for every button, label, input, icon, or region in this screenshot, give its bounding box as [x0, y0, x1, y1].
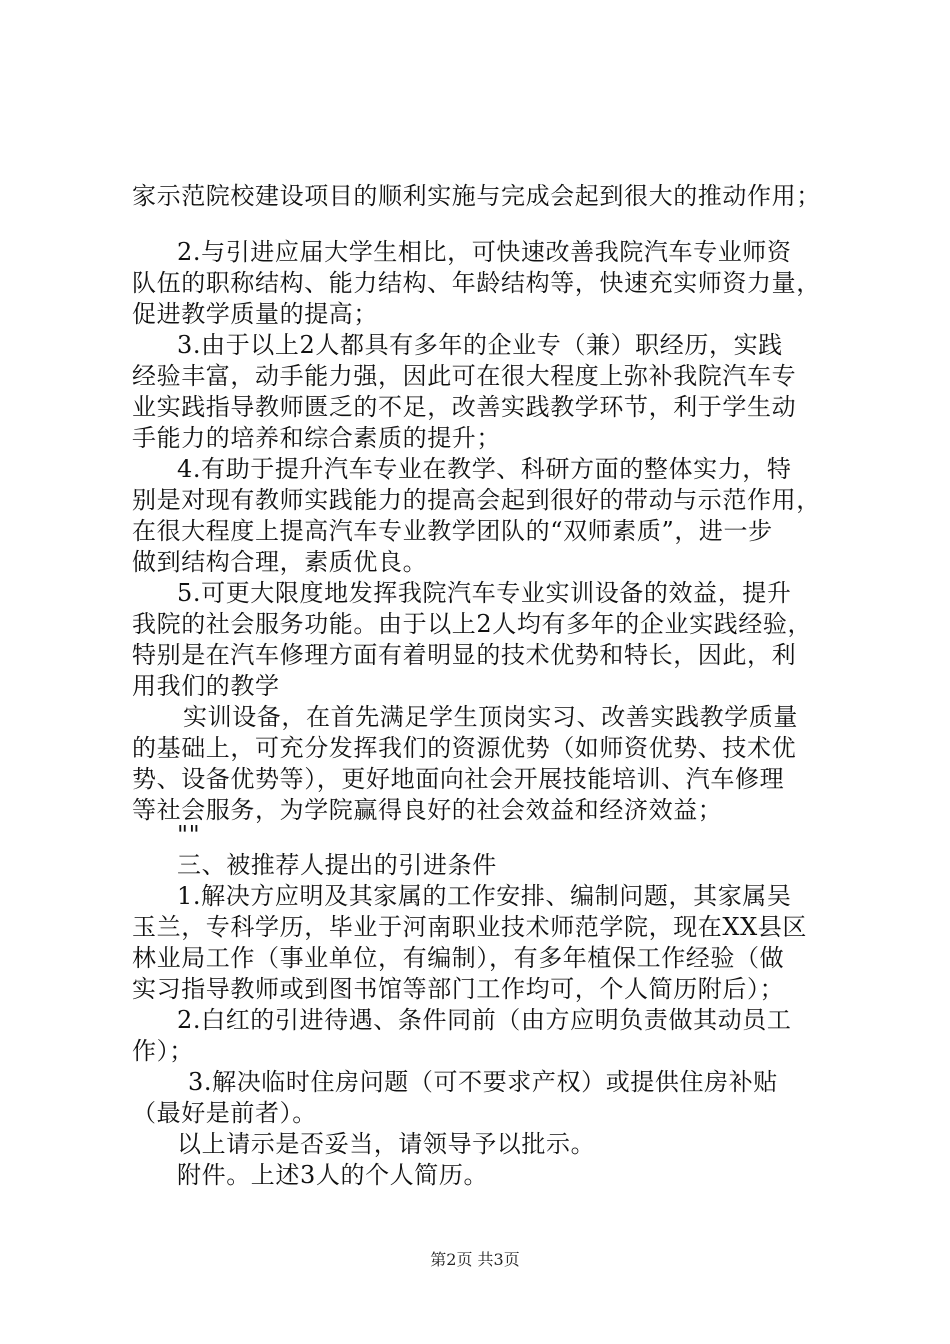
page-number-footer: 第2页 共3页	[430, 1250, 520, 1269]
text-line: 促进教学质量的提高；	[132, 300, 378, 328]
text-line: 3.由于以上2人都具有多年的企业专（兼）职经历，实践	[177, 331, 783, 359]
text-line: 2.白红的引进待遇、条件同前（由方应明负责做其动员工	[177, 1006, 792, 1034]
text-line: （最好是前者）。	[132, 1099, 317, 1127]
text-line: 以上请示是否妥当，请领导予以批示。	[177, 1130, 596, 1158]
text-line: 玉兰，专科学历，毕业于河南职业技术师范学院，现在XX县区	[132, 913, 807, 941]
section-heading: 三、被推荐人提出的引进条件	[177, 851, 497, 879]
text-line: 附件。上述3人的个人简历。	[177, 1161, 489, 1189]
text-line: 实习指导教师或到图书馆等部门工作均可，个人简历附后）；	[132, 975, 785, 1003]
text-line: 别是对现有教师实践能力的提高会起到很好的带动与示范作用，	[132, 486, 821, 514]
text-line: 的基础上，可充分发挥我们的资源优势（如师资优势、技术优	[132, 734, 797, 762]
text-line: 做到结构合理，素质优良。	[132, 548, 428, 576]
text-line: 1.解决方应明及其家属的工作安排、编制问题，其家属吴	[177, 882, 792, 910]
text-line: 手能力的培养和综合素质的提升；	[132, 424, 501, 452]
text-line: 经验丰富，动手能力强，因此可在很大程度上弥补我院汽车专	[132, 362, 797, 390]
text-line: 5.可更大限度地发挥我院汽车专业实训设备的效益，提升	[177, 579, 792, 607]
text-line: 等社会服务，为学院赢得良好的社会效益和经济效益；	[132, 796, 723, 824]
text-line: 3.解决临时住房问题（可不要求产权）或提供住房补贴	[188, 1068, 778, 1096]
text-line: 势、设备优势等），更好地面向社会开展技能培训、汽车修理	[132, 765, 785, 793]
text-line: 业实践指导教师匮乏的不足，改善实践教学环节，利于学生动	[132, 393, 797, 421]
text-line: ""	[177, 821, 201, 849]
text-line: 特别是在汽车修理方面有着明显的技术优势和特长，因此，利	[132, 641, 797, 669]
text-line: 4.有助于提升汽车专业在教学、科研方面的整体实力，特	[177, 455, 792, 483]
text-line: 在很大程度上提高汽车专业教学团队的“双师素质”，进一步	[132, 517, 773, 545]
text-line: 2.与引进应届大学生相比，可快速改善我院汽车专业师资	[177, 238, 792, 266]
text-line: 队伍的职称结构、能力结构、年龄结构等，快速充实师资力量，	[132, 269, 821, 297]
text-line: 我院的社会服务功能。由于以上2人均有多年的企业实践经验，	[132, 610, 813, 638]
text-line: 林业局工作（事业单位，有编制），有多年植保工作经验（做	[132, 944, 785, 972]
text-line: 实训设备，在首先满足学生顶岗实习、改善实践教学质量	[183, 703, 798, 731]
text-line: 用我们的教学	[132, 672, 280, 700]
text-line: 家示范院校建设项目的顺利实施与完成会起到很大的推动作用；	[132, 182, 821, 210]
text-line: 作）；	[132, 1037, 194, 1065]
